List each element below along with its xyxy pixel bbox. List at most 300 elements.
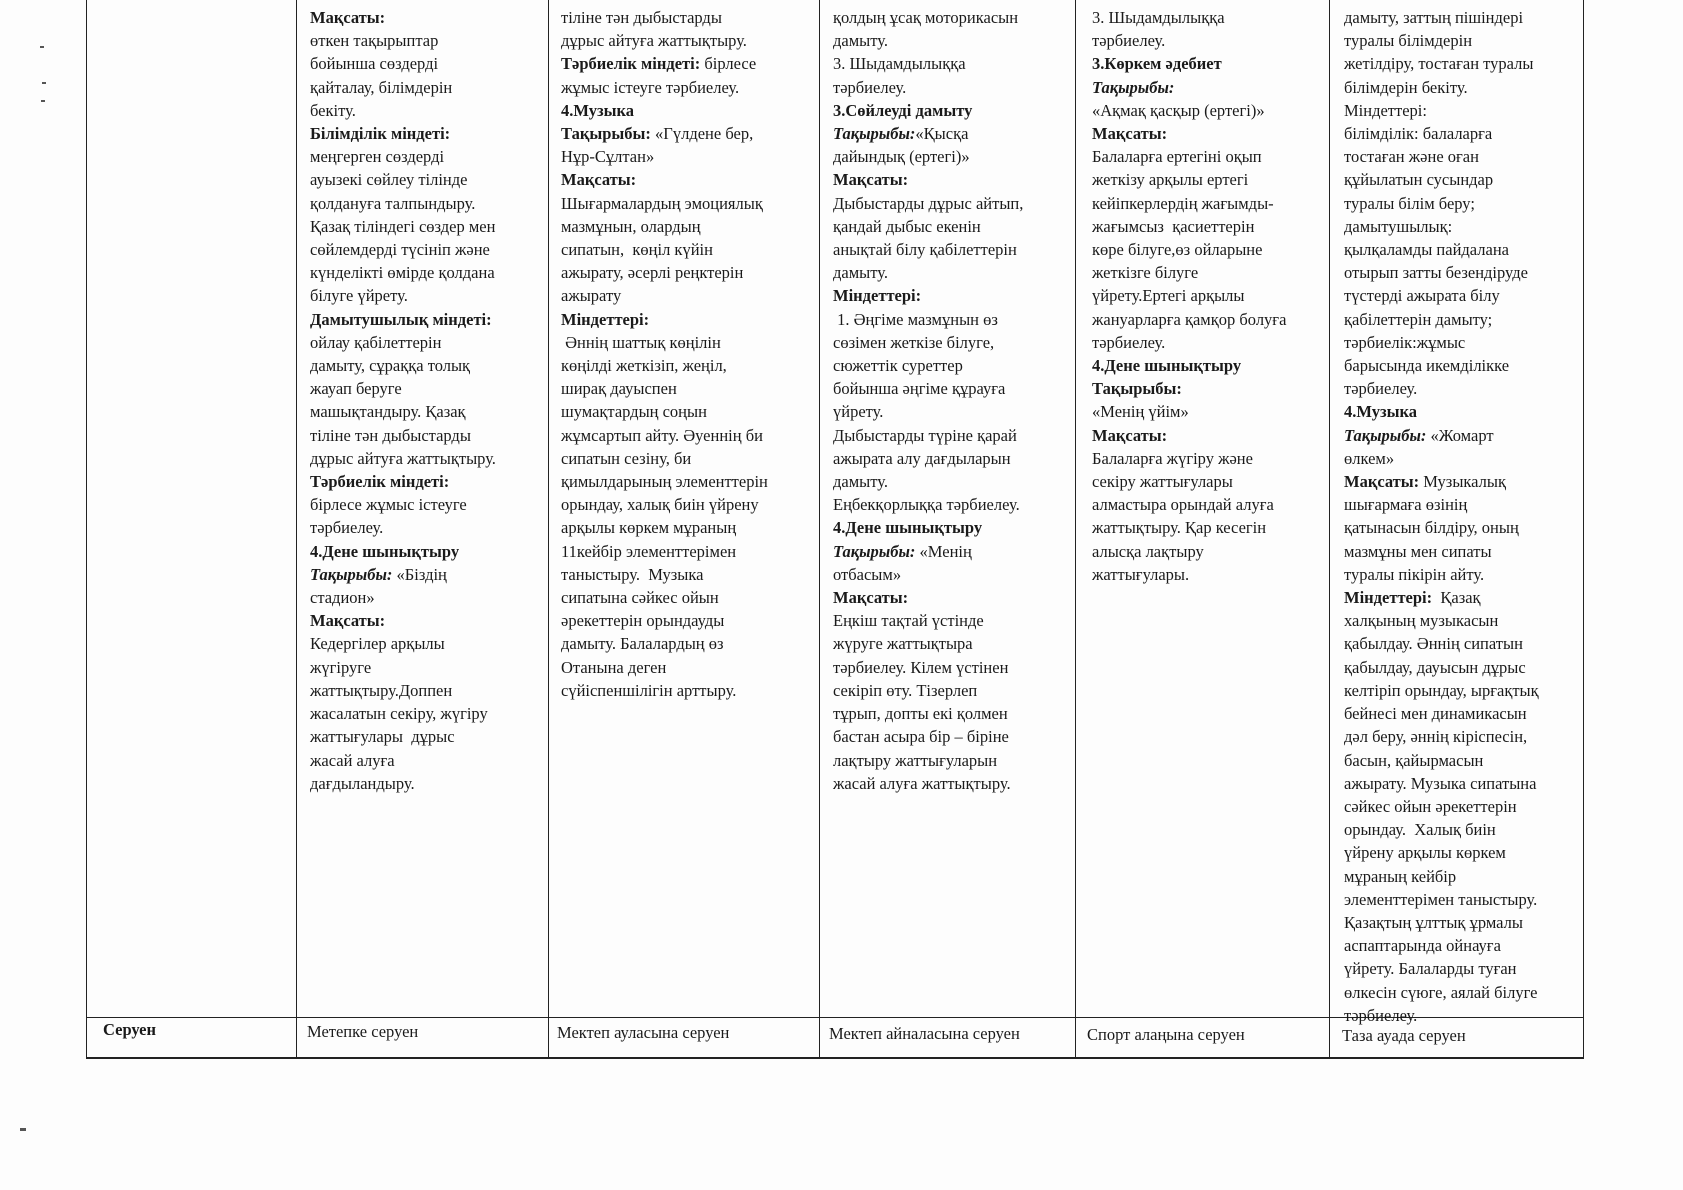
text-line bbox=[561, 586, 817, 609]
text-run: Отанына деген bbox=[561, 657, 667, 677]
text-line bbox=[833, 447, 1073, 470]
text-line bbox=[1092, 29, 1328, 52]
text-run: орындау. Халық биін bbox=[1344, 820, 1496, 840]
text-line bbox=[1092, 192, 1328, 215]
text-line bbox=[833, 308, 1073, 331]
text-line bbox=[833, 400, 1073, 423]
bold-heading: 3.Көркем әдебиет bbox=[1092, 54, 1222, 74]
text-line bbox=[310, 284, 546, 307]
text-run: жануарларға қамқор болуға bbox=[1092, 309, 1287, 329]
text-line bbox=[833, 516, 1073, 539]
text-line bbox=[1344, 308, 1582, 331]
text-line bbox=[561, 470, 817, 493]
text-run: қимылдарының элементтерін bbox=[561, 472, 768, 492]
text-run: дұрыс айтуға жаттықтыру. bbox=[561, 31, 747, 51]
bold-heading: Тақырыбы: bbox=[561, 124, 651, 144]
text-line bbox=[1344, 261, 1582, 284]
text-line bbox=[1344, 563, 1582, 586]
plan-cell-tuesday bbox=[561, 6, 817, 702]
text-run: үйрету. Балаларды туған bbox=[1344, 959, 1517, 979]
text-line bbox=[1092, 76, 1328, 99]
text-line bbox=[1344, 632, 1582, 655]
text-run: білімділік: балаларға bbox=[1344, 124, 1493, 144]
text-line bbox=[561, 400, 817, 423]
text-line bbox=[310, 749, 546, 772]
text-line bbox=[1092, 331, 1328, 354]
text-run: әрекеттерін орындауды bbox=[561, 611, 725, 631]
text-line bbox=[1344, 99, 1582, 122]
text-run: үйрету.Ертегі арқылы bbox=[1092, 286, 1245, 306]
text-run: 3. Шыдамдылыққа bbox=[1092, 8, 1225, 27]
text-run: тостаған және оған bbox=[1344, 147, 1479, 167]
text-line bbox=[561, 122, 817, 145]
text-line bbox=[1092, 215, 1328, 238]
text-run: 3. Шыдамдылыққа bbox=[833, 54, 966, 74]
walk-cell-wednesday: Мектеп айналасына серуен bbox=[829, 1024, 1020, 1043]
scan-speck bbox=[20, 1128, 26, 1131]
bold-heading: 4.Дене шынықтыру bbox=[310, 541, 460, 561]
text-line bbox=[561, 656, 817, 679]
text-run: жеткізге білуге bbox=[1092, 263, 1199, 283]
text-line bbox=[1092, 424, 1328, 447]
text-run: сипатын сезіну, би bbox=[561, 448, 692, 468]
text-run: Қазақ тіліндегі сөздер мен bbox=[310, 216, 496, 236]
text-line bbox=[561, 609, 817, 632]
text-line bbox=[310, 424, 546, 447]
text-run: сәйкес ойын әрекеттерін bbox=[1344, 796, 1517, 816]
text-line bbox=[1344, 215, 1582, 238]
text-run: Музыкалық bbox=[1419, 472, 1506, 492]
text-line bbox=[1092, 6, 1328, 29]
text-line bbox=[310, 192, 546, 215]
text-run: бастан асыра бір – біріне bbox=[833, 727, 1009, 747]
text-line bbox=[1092, 145, 1328, 168]
text-run: туралы пікірін айту. bbox=[1344, 564, 1485, 584]
text-line bbox=[1092, 354, 1328, 377]
bold-heading: Тақырыбы: bbox=[833, 541, 916, 561]
text-line bbox=[833, 679, 1073, 702]
table-border-col5 bbox=[1329, 0, 1330, 1058]
text-run: дұрыс айтуға жаттықтыру. bbox=[310, 448, 496, 468]
text-run: жасай алуға bbox=[310, 750, 395, 770]
text-line bbox=[1344, 981, 1582, 1004]
text-line bbox=[561, 447, 817, 470]
bold-heading: 4.Музыка bbox=[1344, 402, 1418, 422]
text-line bbox=[1344, 725, 1582, 748]
text-run: қандай дыбыс екенін bbox=[833, 216, 981, 236]
text-line bbox=[1344, 609, 1582, 632]
text-run: орындау, халық биін үйрену bbox=[561, 495, 759, 515]
text-line bbox=[1344, 957, 1582, 980]
text-run: қолдың ұсақ моторикасын bbox=[833, 8, 1019, 27]
text-line bbox=[310, 145, 546, 168]
text-run: тәрбиелеу. bbox=[1344, 379, 1418, 399]
text-run: дамыту. bbox=[833, 472, 888, 492]
plan-cell-thursday bbox=[1092, 6, 1328, 586]
text-run: өлкесін сүюге, аялай білуге bbox=[1344, 982, 1538, 1002]
text-line bbox=[561, 29, 817, 52]
text-line bbox=[1344, 540, 1582, 563]
text-line bbox=[1344, 586, 1582, 609]
text-run: 1. Әңгіме мазмұнын өз bbox=[833, 309, 998, 329]
table-border-col1 bbox=[296, 0, 297, 1058]
text-line bbox=[1344, 934, 1582, 957]
text-line bbox=[1344, 400, 1582, 423]
text-line bbox=[310, 6, 546, 29]
text-line bbox=[310, 470, 546, 493]
text-line bbox=[310, 702, 546, 725]
text-line bbox=[1344, 911, 1582, 934]
text-run: алмастыра орындай алуға bbox=[1092, 495, 1274, 515]
text-line bbox=[833, 29, 1073, 52]
text-line bbox=[833, 76, 1073, 99]
text-run: ажырату. Музыка сипатына bbox=[1344, 773, 1537, 793]
text-run: алысқа лақтыру bbox=[1092, 541, 1204, 561]
text-run: бойынша әңгіме құрауға bbox=[833, 379, 1006, 399]
text-run: сюжеттік суреттер bbox=[833, 356, 963, 376]
text-line bbox=[1344, 424, 1582, 447]
text-run: сөйлемдерді түсініп және bbox=[310, 240, 490, 260]
text-run: дамыту. Балалардың өз bbox=[561, 634, 724, 654]
text-run: бекіту. bbox=[310, 100, 356, 120]
text-line bbox=[310, 725, 546, 748]
text-line bbox=[833, 749, 1073, 772]
bold-heading: Мақсаты: bbox=[310, 611, 386, 631]
walk-cell-monday: Метепке серуен bbox=[307, 1022, 419, 1041]
bold-heading: 4.Дене шынықтыру bbox=[833, 518, 983, 538]
text-run: ажырата алу дағдыларын bbox=[833, 448, 1011, 468]
text-run: «Біздің bbox=[392, 564, 447, 584]
text-line bbox=[310, 168, 546, 191]
text-run: секіріп өту. Тізерлеп bbox=[833, 680, 978, 700]
bold-heading: Мақсаты: bbox=[1092, 425, 1168, 445]
scan-speck bbox=[41, 100, 45, 102]
text-run: барысында икемділікке bbox=[1344, 356, 1510, 376]
text-run: тәрбиелеу. Кілем үстінен bbox=[833, 657, 1009, 677]
text-run: бейнесі мен динамикасын bbox=[1344, 704, 1527, 724]
text-run: шумақтардың соңын bbox=[561, 402, 707, 422]
text-run: тәрбиелеу. bbox=[1092, 332, 1166, 352]
text-run: тіліне тән дыбыстарды bbox=[561, 8, 722, 27]
text-run: 11кейбір элементтерімен bbox=[561, 541, 737, 561]
text-line bbox=[561, 168, 817, 191]
text-line bbox=[1344, 749, 1582, 772]
text-run: сипатын, көңіл күйін bbox=[561, 240, 713, 260]
text-run: келтіріп орындау, ырғақтық bbox=[1344, 680, 1539, 700]
bold-heading: Мақсаты: bbox=[833, 170, 909, 190]
bold-heading: Міндеттері: bbox=[1344, 588, 1433, 608]
text-line bbox=[310, 679, 546, 702]
text-run: элементтерімен таныстыру. bbox=[1344, 889, 1538, 909]
walk-cell-friday: Таза ауада серуен bbox=[1342, 1026, 1466, 1045]
bold-heading: Тақырыбы: bbox=[1092, 379, 1182, 399]
text-line bbox=[1344, 331, 1582, 354]
text-run: меңгерген сөздерді bbox=[310, 147, 445, 167]
text-line bbox=[1092, 377, 1328, 400]
text-run: «Менің bbox=[915, 541, 972, 561]
text-line bbox=[833, 6, 1073, 29]
text-line bbox=[561, 6, 817, 29]
text-line bbox=[561, 215, 817, 238]
bold-heading: Тақырыбы: bbox=[1092, 77, 1175, 97]
text-run: дамыту. bbox=[833, 263, 888, 283]
text-line bbox=[1344, 679, 1582, 702]
text-run: «Гүлдене бер, bbox=[650, 124, 754, 144]
table-border-left bbox=[86, 0, 87, 1058]
text-line bbox=[833, 632, 1073, 655]
text-line bbox=[1092, 261, 1328, 284]
text-line bbox=[1344, 6, 1582, 29]
bold-heading: Білімділік міндеті: bbox=[310, 124, 451, 144]
text-run: жауап беруге bbox=[310, 379, 402, 399]
text-line bbox=[1344, 76, 1582, 99]
text-line bbox=[1092, 52, 1328, 75]
text-line bbox=[1344, 145, 1582, 168]
text-line bbox=[310, 99, 546, 122]
text-run: жаттықтыру. Қар кесегін bbox=[1092, 518, 1267, 538]
bold-heading: Мақсаты: bbox=[561, 170, 637, 190]
text-run: Қазақ bbox=[1432, 588, 1481, 608]
text-line bbox=[561, 377, 817, 400]
text-run: бойынша сөздерді bbox=[310, 54, 439, 74]
bold-heading: Мақсаты: bbox=[1092, 124, 1168, 144]
text-line bbox=[1344, 354, 1582, 377]
text-line bbox=[833, 563, 1073, 586]
text-line bbox=[310, 609, 546, 632]
text-line bbox=[561, 145, 817, 168]
text-line bbox=[310, 447, 546, 470]
bold-heading: Міндеттері: bbox=[561, 309, 650, 329]
text-run: дамыту, заттың пішіндері bbox=[1344, 8, 1524, 27]
text-line bbox=[310, 493, 546, 516]
table-border-col4 bbox=[1075, 0, 1076, 1058]
text-line bbox=[1092, 516, 1328, 539]
text-run: ауызекі сөйлеу тілінде bbox=[310, 170, 468, 190]
text-line bbox=[310, 772, 546, 795]
text-line bbox=[561, 493, 817, 516]
text-line bbox=[561, 99, 817, 122]
text-line bbox=[833, 609, 1073, 632]
text-line bbox=[1092, 400, 1328, 423]
text-run: ширақ дауыспен bbox=[561, 379, 677, 399]
text-run: білімдерін бекіту. bbox=[1344, 77, 1468, 97]
text-run: қайталау, білімдерін bbox=[310, 77, 453, 97]
text-line bbox=[833, 656, 1073, 679]
text-line bbox=[1344, 516, 1582, 539]
text-line bbox=[1344, 656, 1582, 679]
text-run: халқының музыкасын bbox=[1344, 611, 1499, 631]
text-line bbox=[1092, 540, 1328, 563]
bold-heading: Мақсаты: bbox=[310, 8, 386, 27]
text-run: Балаларға жүгіру және bbox=[1092, 448, 1253, 468]
text-run: мазмұны мен сипаты bbox=[1344, 541, 1492, 561]
text-line bbox=[1344, 772, 1582, 795]
text-run: жеткізу арқылы ертегі bbox=[1092, 170, 1249, 190]
text-run: «Қысқа bbox=[915, 124, 969, 144]
bold-heading: Мақсаты: bbox=[1344, 472, 1420, 492]
text-run: дайындық (ертегі)» bbox=[833, 147, 970, 167]
bold-heading: Тақырыбы: bbox=[1344, 425, 1427, 445]
text-line bbox=[310, 52, 546, 75]
text-line bbox=[1344, 168, 1582, 191]
text-line bbox=[310, 656, 546, 679]
scan-speck bbox=[42, 82, 46, 84]
text-run: қабылдау, дауысын дұрыс bbox=[1344, 657, 1526, 677]
text-line bbox=[1344, 52, 1582, 75]
text-run: Әннің шаттық көңілін bbox=[561, 332, 721, 352]
text-run: түстерді ажырата білу bbox=[1344, 286, 1500, 306]
table-border-col3 bbox=[819, 0, 820, 1058]
text-line bbox=[1344, 841, 1582, 864]
text-run: Балаларға ертегіні оқып bbox=[1092, 147, 1262, 167]
text-run: сипатына сәйкес ойын bbox=[561, 588, 719, 608]
text-run: «Ақмақ қасқыр (ертегі)» bbox=[1092, 100, 1265, 120]
text-run: секіру жаттығулары bbox=[1092, 472, 1233, 492]
text-line bbox=[1092, 122, 1328, 145]
text-line bbox=[310, 354, 546, 377]
text-line bbox=[833, 424, 1073, 447]
text-line bbox=[561, 192, 817, 215]
text-line bbox=[1092, 470, 1328, 493]
text-line bbox=[561, 284, 817, 307]
text-run: тұрып, допты екі қолмен bbox=[833, 704, 1008, 724]
text-line bbox=[1344, 865, 1582, 888]
text-line bbox=[561, 563, 817, 586]
bold-heading: Тақырыбы: bbox=[310, 564, 393, 584]
scan-speck bbox=[40, 46, 44, 48]
text-run: Еңкіш тақтай үстінде bbox=[833, 611, 984, 631]
text-line bbox=[310, 215, 546, 238]
text-run: тәрбиелік:жұмыс bbox=[1344, 332, 1466, 352]
text-line bbox=[833, 145, 1073, 168]
text-run: дамытушылық: bbox=[1344, 216, 1453, 236]
text-run: жетілдіру, тостаған туралы bbox=[1344, 54, 1534, 74]
text-line bbox=[1344, 284, 1582, 307]
text-line bbox=[833, 377, 1073, 400]
text-run: күнделікті өмірде қолдана bbox=[310, 263, 495, 283]
walk-cell-tuesday: Мектеп ауласына серуен bbox=[557, 1023, 730, 1042]
text-line bbox=[561, 540, 817, 563]
table-border-col2 bbox=[548, 0, 549, 1058]
text-line bbox=[310, 261, 546, 284]
text-line bbox=[833, 215, 1073, 238]
text-line bbox=[310, 238, 546, 261]
text-line bbox=[561, 261, 817, 284]
text-line bbox=[1344, 702, 1582, 725]
text-run: дамыту. bbox=[833, 31, 888, 51]
text-line bbox=[310, 632, 546, 655]
text-run: дағдыландыру. bbox=[310, 773, 415, 793]
text-line bbox=[833, 99, 1073, 122]
bold-heading: Міндеттері: bbox=[833, 286, 922, 306]
text-run: қабілеттерін дамыту; bbox=[1344, 309, 1493, 329]
text-run: үйрену арқылы көркем bbox=[1344, 843, 1506, 863]
bold-heading: Дамытушылық міндеті: bbox=[310, 309, 492, 329]
text-run: Дыбыстарды түріне қарай bbox=[833, 425, 1017, 445]
text-line bbox=[1344, 192, 1582, 215]
text-line bbox=[1092, 284, 1328, 307]
text-run: жаттықтыру.Доппен bbox=[310, 680, 453, 700]
text-line bbox=[1344, 377, 1582, 400]
text-run: отбасым» bbox=[833, 564, 902, 584]
text-run: жаттығулары. bbox=[1092, 564, 1190, 584]
text-run: тәрбиелеу. bbox=[833, 77, 907, 97]
text-run: қолдануға талпындыру. bbox=[310, 193, 476, 213]
text-run: жаттығулары дұрыс bbox=[310, 727, 455, 747]
text-run: жұмсартып айту. Әуеннің би bbox=[561, 425, 763, 445]
text-line bbox=[833, 540, 1073, 563]
text-run: тәрбиелеу. bbox=[1344, 1005, 1418, 1025]
text-line bbox=[1344, 470, 1582, 493]
text-run: үйрету. bbox=[833, 402, 884, 422]
text-run: сүйіспеншілігін арттыру. bbox=[561, 680, 737, 700]
text-line bbox=[833, 122, 1073, 145]
text-line bbox=[310, 516, 546, 539]
text-line bbox=[561, 76, 817, 99]
text-line bbox=[310, 540, 546, 563]
text-run: қатынасын білдіру, оның bbox=[1344, 518, 1519, 538]
text-run: бірлесе bbox=[700, 54, 757, 74]
text-line bbox=[561, 632, 817, 655]
text-run: жүгіруге bbox=[310, 657, 372, 677]
text-run: туралы білімдерін bbox=[1344, 31, 1473, 51]
text-run: мұраның кейбір bbox=[1344, 866, 1457, 886]
text-line bbox=[310, 308, 546, 331]
text-run: жасай алуға жаттықтыру. bbox=[833, 773, 1011, 793]
text-line bbox=[1092, 563, 1328, 586]
text-line bbox=[1092, 99, 1328, 122]
table-border-right bbox=[1583, 0, 1584, 1058]
text-run: құйылатын сусындар bbox=[1344, 170, 1494, 190]
text-line bbox=[1344, 238, 1582, 261]
text-run: аспаптарында ойнауға bbox=[1344, 936, 1501, 956]
bold-heading: Тәрбиелік міндеті: bbox=[310, 472, 450, 492]
bold-heading: 4.Музыка bbox=[561, 100, 635, 120]
text-line bbox=[561, 52, 817, 75]
text-line bbox=[561, 308, 817, 331]
text-run: Нұр-Сұлтан» bbox=[561, 147, 655, 167]
text-run: тәрбиелеу. bbox=[310, 518, 384, 538]
walk-cell-thursday: Спорт алаңына серуен bbox=[1087, 1025, 1245, 1044]
text-line bbox=[1344, 447, 1582, 470]
text-run: ойлау қабілеттерін bbox=[310, 332, 442, 352]
text-run: мазмұнын, олардың bbox=[561, 216, 701, 236]
text-line bbox=[833, 493, 1073, 516]
text-run: кейіпкерлердің жағымды- bbox=[1092, 193, 1274, 213]
table-border-bottom bbox=[86, 1057, 1584, 1059]
text-run: шығармаға өзінің bbox=[1344, 495, 1468, 515]
text-line bbox=[833, 354, 1073, 377]
text-line bbox=[1092, 168, 1328, 191]
bold-heading: Тақырыбы: bbox=[833, 124, 916, 144]
text-run: ажырату, әсерлі реңктерін bbox=[561, 263, 744, 283]
text-line bbox=[833, 261, 1073, 284]
text-line bbox=[561, 354, 817, 377]
text-run: тәрбиелеу. bbox=[1092, 31, 1166, 51]
text-line bbox=[310, 586, 546, 609]
text-line bbox=[1092, 308, 1328, 331]
text-line bbox=[833, 168, 1073, 191]
text-line bbox=[833, 238, 1073, 261]
text-run: өлкем» bbox=[1344, 448, 1395, 468]
text-run: Кедергілер арқылы bbox=[310, 634, 445, 654]
text-run: көңілді жеткізіп, жеңіл, bbox=[561, 356, 727, 376]
text-run: бірлесе жұмыс істеуге bbox=[310, 495, 467, 515]
text-run: Қазақтың ұлттық ұрмалы bbox=[1344, 912, 1523, 932]
text-line bbox=[561, 516, 817, 539]
text-line bbox=[833, 586, 1073, 609]
text-line bbox=[310, 76, 546, 99]
